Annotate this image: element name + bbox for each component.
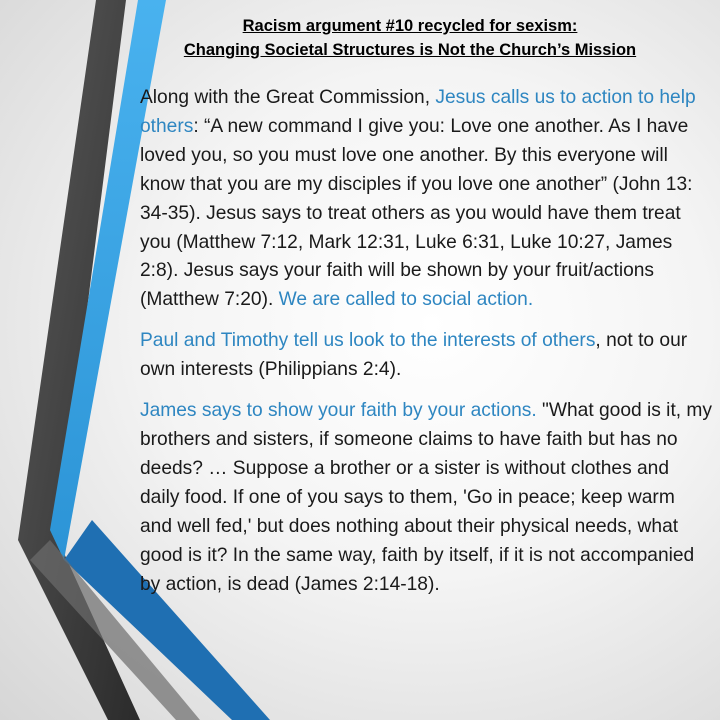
text-segment-highlight: Paul and Timothy tell us look to the interests of others (140, 330, 596, 352)
text-segment: "What good is it, my brothers and sisters, if someone claims to have faith but has no deeds? … Suppose a brother or a sister is without clothes and daily food. If one of you says to them, 'Go in peace; keep warm and well fed,' but does nothing about their physical needs, what good is it? In the same way, faith by itself, if it is not accompanied by action, is dead (James 2:14-18). (140, 400, 713, 595)
title-line-1: Racism argument #10 recycled for sexism: (242, 17, 578, 35)
text-segment: : “A new command I give you: Love one another. As I have loved you, so you must love one another. By this everyone will know that you are my disciples if you love one another” (John 13: 34-35). Jesus says to treat others as you would have them treat you (Matthew 7:12, Mark 12:31, Luke 6:31, Luke 10:27, James 2:8). Jesus says your faith will be shown by your fruit/actions (Matthew 7:20). (140, 115, 693, 311)
title-line-2: Changing Societal Structures is Not the Church’s Mission (183, 41, 637, 59)
slide-title (120, 14, 700, 62)
paragraph-3 (140, 397, 712, 599)
paragraph-1 (140, 84, 712, 315)
paragraph-2 (140, 327, 712, 385)
text-segment-highlight: Jesus calls us to action to help others (140, 87, 696, 137)
text-segment: Along with the Great Commission, (140, 87, 436, 108)
text-segment-highlight: James says to show your faith by your actions. (140, 400, 537, 422)
slide-body (140, 84, 712, 611)
text-segment: , not to our own interests (Philippians 2:4). (140, 330, 688, 381)
text-segment-highlight: We are called to social action. (278, 289, 534, 311)
